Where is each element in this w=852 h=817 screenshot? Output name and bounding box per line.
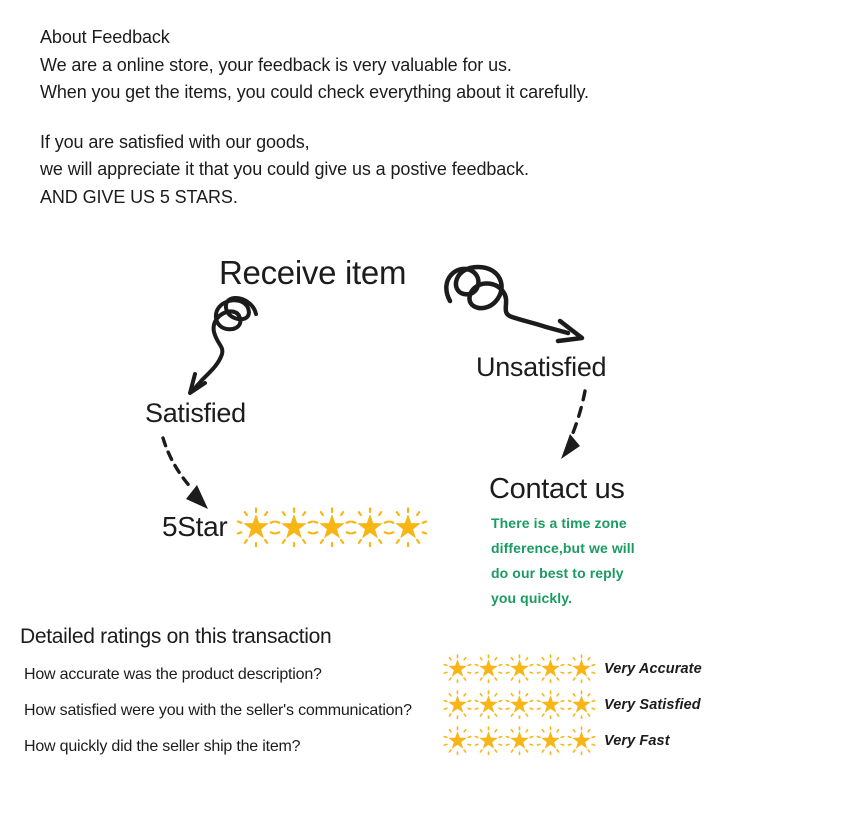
rating-row-accuracy (0, 654, 852, 686)
star-icon (505, 654, 534, 683)
contact-note-line: There is a time zone (491, 515, 627, 531)
intro-text (40, 24, 589, 211)
star-icon (350, 507, 390, 547)
contact-us-note (491, 511, 635, 611)
intro-line: When you get the items, you could check everything about it carefully. (40, 82, 589, 102)
rating-stars (443, 726, 598, 755)
flow-start-label: Receive item (219, 254, 407, 291)
star-icon (536, 690, 565, 719)
intro-title: About Feedback (40, 27, 170, 47)
star-icon (474, 654, 503, 683)
contact-note-line: do our best to reply (491, 565, 624, 581)
paragraph-gap (40, 107, 589, 129)
star-icon (536, 654, 565, 683)
rating-question: How quickly did the seller ship the item? (24, 738, 301, 755)
star-icon (567, 690, 596, 719)
star-icon (474, 726, 503, 755)
star-icon (567, 654, 596, 683)
star-icon (505, 690, 534, 719)
satisfied-label: Satisfied (145, 398, 246, 428)
five-star-label: 5Star (162, 511, 228, 542)
contact-note-line: difference,but we will (491, 540, 635, 556)
star-icon (443, 654, 472, 683)
star-icon (388, 507, 428, 547)
star-icon (312, 507, 352, 547)
contact-us-title: Contact us (489, 473, 625, 505)
rating-row-shipping (0, 726, 852, 758)
star-icon (443, 726, 472, 755)
dashed-arrow-to-contact-icon (548, 387, 593, 465)
five-star-row (162, 503, 426, 551)
star-icon (474, 690, 503, 719)
star-icon (236, 507, 276, 547)
star-icon (536, 726, 565, 755)
intro-line: We are a online store, your feedback is very valuable for us. (40, 54, 512, 75)
star-icon (274, 507, 314, 547)
rating-value-label: Very Accurate (604, 661, 702, 677)
scribble-arrow-unsatisfied-icon (434, 263, 589, 348)
intro-line: AND GIVE US 5 STARS. (40, 186, 238, 207)
star-icon (567, 726, 596, 755)
rating-row-communication (0, 690, 852, 722)
star-icon (505, 726, 534, 755)
star-icon (443, 690, 472, 719)
intro-line: If you are satisfied with our goods, (40, 131, 310, 152)
detailed-ratings-title: Detailed ratings on this transaction (20, 625, 332, 648)
contact-note-line: you quickly. (491, 590, 573, 606)
unsatisfied-label: Unsatisfied (476, 352, 607, 382)
dashed-arrow-to-5star-icon (152, 434, 222, 514)
rating-stars (443, 690, 598, 719)
intro-line: we will appreciate it that you could give us a postive feedback. (40, 159, 529, 179)
rating-question: How satisfied were you with the seller's communication? (24, 702, 412, 719)
rating-question: How accurate was the product description? (24, 666, 322, 683)
scribble-arrow-satisfied-icon (178, 292, 264, 400)
five-star-rating (236, 507, 426, 547)
rating-value-label: Very Fast (604, 733, 670, 749)
rating-value-label: Very Satisfied (604, 697, 701, 713)
rating-stars (443, 654, 598, 683)
